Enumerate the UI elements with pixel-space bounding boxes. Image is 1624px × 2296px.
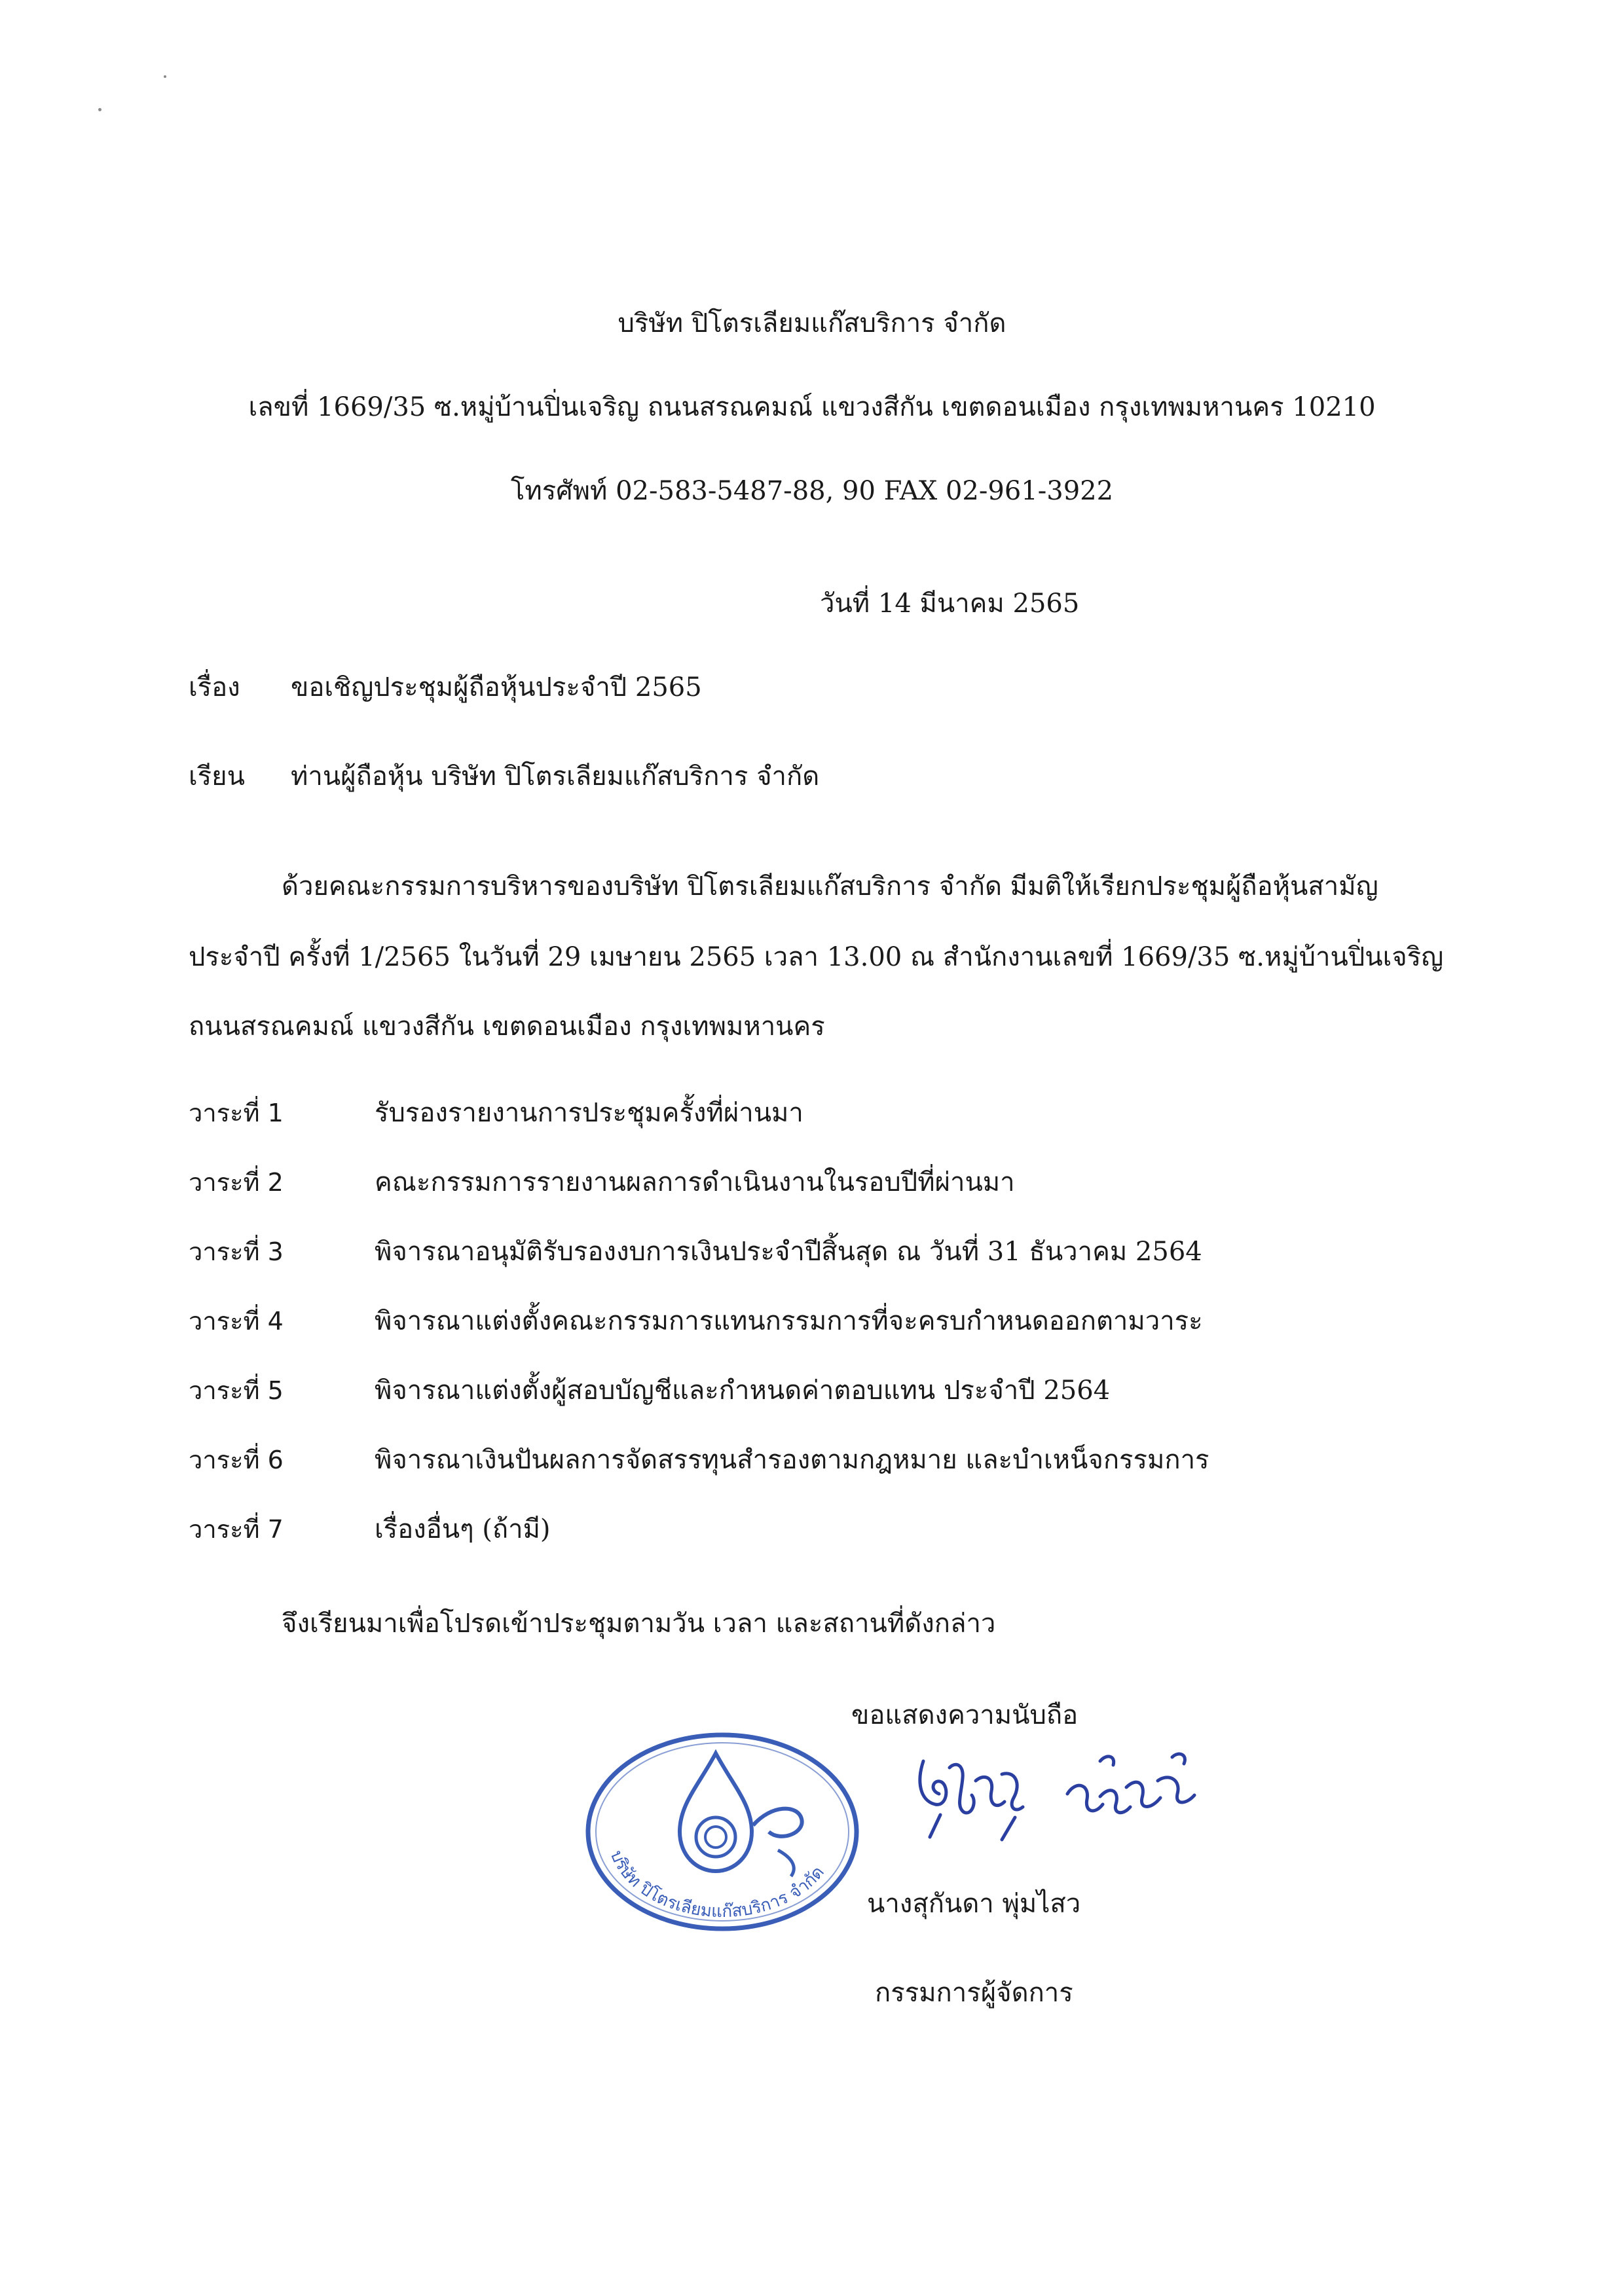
agenda-text: คณะกรรมการรายงานผลการดำเนินงานในรอบปีที่ผ่านมา bbox=[375, 1167, 1015, 1197]
signer-title: กรรมการผู้จัดการ bbox=[875, 1978, 1073, 2008]
agenda-number: วาระที่ 4 bbox=[189, 1307, 284, 1336]
regards: ขอแสดงความนับถือ bbox=[851, 1700, 1079, 1730]
stamp-text: บริษัท ปิโตรเลียมแก๊สบริการ จำกัด bbox=[606, 1848, 828, 1922]
subject-label: เรื่อง bbox=[189, 672, 240, 702]
agenda-text: พิจารณาเงินปันผลการจัดสรรทุนสำรองตามกฎหมาย และบำเหน็จกรรมการ bbox=[375, 1445, 1209, 1475]
recipient-label: เรียน bbox=[189, 761, 245, 792]
agenda-number: วาระที่ 3 bbox=[189, 1237, 284, 1266]
agenda-item bbox=[189, 1516, 551, 1542]
stamp-inner-ring bbox=[596, 1743, 849, 1921]
agenda-number: วาระที่ 5 bbox=[189, 1376, 284, 1405]
agenda-text: รับรองรายงานการประชุมครั้งที่ผ่านมา bbox=[375, 1098, 803, 1128]
agenda-item bbox=[189, 1308, 1203, 1334]
body-line-3: ถนนสรณคมณ์ แขวงสีกัน เขตดอนเมือง กรุงเทพมหานคร bbox=[189, 1011, 825, 1042]
agenda-item bbox=[189, 1447, 1209, 1473]
agenda-text: พิจารณาแต่งตั้งผู้สอบบัญชีและกำหนดค่าตอบแทน ประจำปี 2564 bbox=[375, 1376, 1111, 1406]
company-address: เลขที่ 1669/35 ซ.หมู่บ้านปิ่นเจริญ ถนนสรณคมณ์ แขวงสีกัน เขตดอนเมือง กรุงเทพมหานคร 10210 bbox=[248, 392, 1376, 422]
handwritten-signature bbox=[904, 1741, 1205, 1859]
agenda-text: เรื่องอื่นๆ (ถ้ามี) bbox=[375, 1514, 551, 1544]
agenda-number: วาระที่ 6 bbox=[189, 1446, 284, 1474]
agenda-text: พิจารณาอนุมัติรับรองงบการเงินประจำปีสิ้นสุด ณ วันที่ 31 ธันวาคม 2564 bbox=[375, 1237, 1202, 1267]
company-name: บริษัท ปิโตรเลียมแก๊สบริการ จำกัด bbox=[618, 308, 1006, 338]
stamp-drop-logo bbox=[680, 1753, 802, 1876]
agenda-item bbox=[189, 1169, 1015, 1195]
agenda-item bbox=[189, 1239, 1202, 1265]
agenda-number: วาระที่ 2 bbox=[189, 1168, 284, 1197]
agenda-item bbox=[189, 1100, 803, 1126]
agenda-number: วาระที่ 7 bbox=[189, 1515, 284, 1544]
company-phone-fax: โทรศัพท์ 02-583-5487-88, 90 FAX 02-961-3922 bbox=[510, 476, 1114, 506]
letter-date: วันที่ 14 มีนาคม 2565 bbox=[820, 589, 1080, 619]
recipient-text: ท่านผู้ถือหุ้น บริษัท ปิโตรเลียมแก๊สบริการ จำกัด bbox=[291, 761, 820, 792]
body-line-1: ด้วยคณะกรรมการบริหารของบริษัท ปิโตรเลียมแก๊สบริการ จำกัด มีมติให้เรียกประชุมผู้ถือหุ้นสามัญ bbox=[282, 871, 1378, 902]
agenda-text: พิจารณาแต่งตั้งคณะกรรมการแทนกรรมการที่จะครบกำหนดออกตามวาระ bbox=[375, 1306, 1203, 1336]
company-stamp bbox=[581, 1727, 863, 1937]
scan-speck bbox=[164, 75, 166, 78]
signer-name: นางสุกันดา พุ่มไสว bbox=[867, 1889, 1081, 1919]
closing-sentence: จึงเรียนมาเพื่อโปรดเข้าประชุมตามวัน เวลา และสถานที่ดังกล่าว bbox=[282, 1609, 996, 1639]
subject-text: ขอเชิญประชุมผู้ถือหุ้นประจำปี 2565 bbox=[291, 672, 702, 702]
agenda-item bbox=[189, 1377, 1110, 1404]
agenda-number: วาระที่ 1 bbox=[189, 1099, 284, 1127]
scan-speck bbox=[98, 108, 101, 111]
body-line-2: ประจำปี ครั้งที่ 1/2565 ในวันที่ 29 เมษายน 2565 เวลา 13.00 ณ สำนักงานเลขที่ 1669/35 ซ.หมู่บ้านปิ่นเจริญ bbox=[189, 942, 1444, 972]
